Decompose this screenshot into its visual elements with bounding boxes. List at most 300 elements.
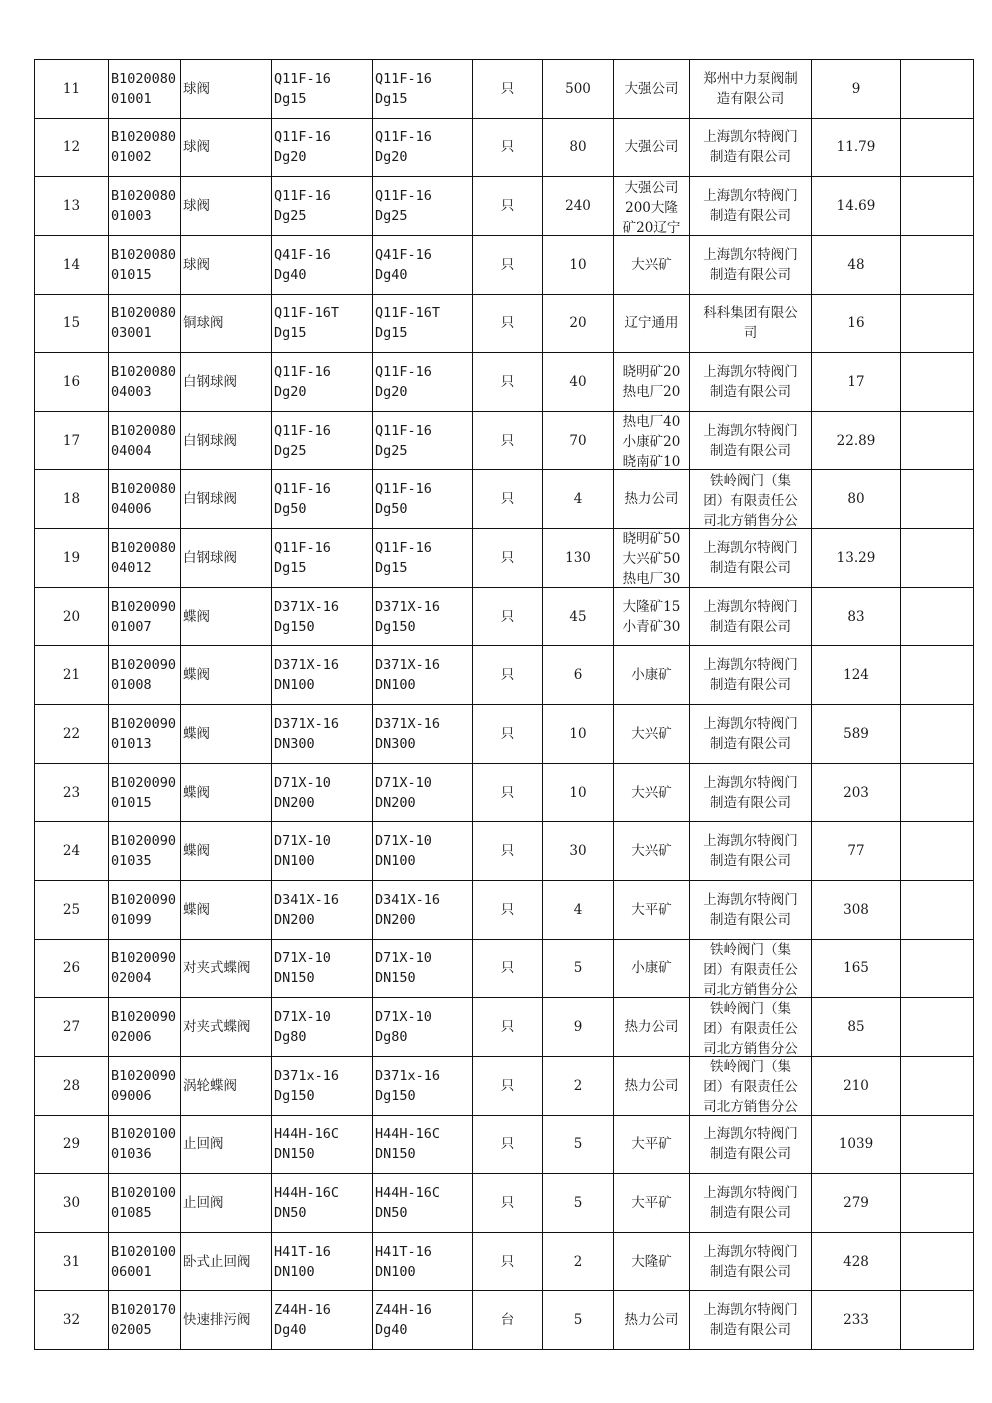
qty-text: 10 [569, 256, 587, 273]
table-row [35, 1056, 974, 1115]
name-text: 止回阀 [183, 1194, 224, 1211]
item-name-cell [181, 353, 272, 412]
table-row [35, 763, 974, 822]
item-name-cell [181, 822, 272, 881]
qty-text: 10 [569, 725, 587, 742]
row-number-cell [35, 880, 109, 939]
unit-price-cell [812, 411, 901, 470]
no-text: 19 [62, 549, 81, 566]
remarks-cell [901, 529, 974, 588]
material-code-cell [109, 998, 181, 1057]
name-text: 蝶阀 [183, 608, 210, 625]
table-row [35, 1115, 974, 1174]
unit-cell [473, 880, 543, 939]
unit-text: 只 [500, 843, 515, 860]
remarks-cell [901, 880, 974, 939]
qty-text: 10 [569, 784, 587, 801]
model-text: H41T-16 DN100 [274, 1243, 331, 1280]
unit-price-cell [812, 1232, 901, 1291]
material-code-cell [109, 822, 181, 881]
unit-cell [473, 411, 543, 470]
model-cell [272, 411, 373, 470]
row-number-cell [35, 1056, 109, 1115]
model-text: D71X-10 DN200 [274, 774, 331, 811]
quantity-cell [543, 880, 614, 939]
table-row [35, 235, 974, 294]
quantity-cell [543, 998, 614, 1057]
unit-cell [473, 939, 543, 998]
unit-cell [473, 705, 543, 764]
unit-cell [473, 646, 543, 705]
spec-cell [373, 118, 473, 177]
spec-cell [373, 1174, 473, 1233]
item-name-cell [181, 235, 272, 294]
unit-price-cell [812, 587, 901, 646]
item-name-cell [181, 60, 272, 119]
material-code-cell [109, 763, 181, 822]
quantity-cell [543, 60, 614, 119]
item-name-cell [181, 1232, 272, 1291]
quantity-cell [543, 646, 614, 705]
name-text: 球阀 [183, 256, 210, 273]
name-text: 对夹式蝶阀 [183, 1019, 251, 1036]
table-row [35, 353, 974, 412]
spec-text: H44H-16C DN150 [375, 1126, 441, 1163]
material-code-cell [109, 939, 181, 998]
row-number-cell [35, 529, 109, 588]
department-cell [614, 587, 690, 646]
name-text: 白钢球阀 [183, 491, 237, 508]
no-text: 22 [62, 725, 81, 742]
spec-text: Q41F-16 Dg40 [375, 246, 432, 283]
no-text: 12 [62, 139, 81, 156]
model-text: D71X-10 Dg80 [274, 1009, 331, 1046]
row-number-cell [35, 939, 109, 998]
price-text: 80 [847, 491, 865, 508]
item-name-cell [181, 646, 272, 705]
department-cell [614, 880, 690, 939]
spec-text: Q11F-16 Dg20 [375, 364, 432, 401]
code-text: B102008001002 [111, 129, 177, 166]
unit-text: 只 [500, 1253, 515, 1270]
spec-text: Q11F-16 Dg25 [375, 422, 432, 459]
spec-cell [373, 939, 473, 998]
code-text: B102008004004 [111, 422, 177, 459]
vendor-text: 上海凯尔特阀门 制造有限公司 [703, 833, 798, 870]
department-cell [614, 294, 690, 353]
unit-text: 只 [500, 608, 515, 625]
row-number-cell [35, 1115, 109, 1174]
spec-text: Q11F-16 Dg15 [375, 539, 432, 576]
row-number-cell [35, 763, 109, 822]
model-cell [272, 177, 373, 236]
vendor-text: 上海凯尔特阀门 制造有限公司 [703, 422, 798, 459]
row-number-cell [35, 705, 109, 764]
material-code-cell [109, 1291, 181, 1350]
department-cell [614, 1056, 690, 1115]
model-text: Q41F-16 Dg40 [274, 246, 331, 283]
unit-text: 只 [500, 549, 515, 566]
unit-price-cell [812, 294, 901, 353]
no-text: 14 [62, 256, 81, 273]
remarks-cell [901, 705, 974, 764]
spec-text: D71X-10 DN200 [375, 774, 432, 811]
material-code-cell [109, 1232, 181, 1291]
item-name-cell [181, 411, 272, 470]
no-text: 25 [62, 901, 81, 918]
table-row [35, 1291, 974, 1350]
price-text: 589 [843, 725, 869, 742]
dept-text: 大兴矿 [631, 843, 672, 860]
unit-price-cell [812, 353, 901, 412]
vendor-text: 铁岭阀门（集 团）有限责任公 司北方销售分公 [703, 941, 798, 997]
spec-text: D71X-10 DN100 [375, 833, 432, 870]
department-cell [614, 235, 690, 294]
unit-price-cell [812, 822, 901, 881]
remarks-cell [901, 235, 974, 294]
spec-cell [373, 177, 473, 236]
vendor-text: 上海凯尔特阀门 制造有限公司 [703, 774, 798, 811]
dept-text: 大兴矿 [631, 725, 672, 742]
model-text: Q11F-16 Dg15 [274, 539, 331, 576]
row-number-cell [35, 646, 109, 705]
spec-text: Q11F-16 Dg25 [375, 188, 432, 225]
qty-text: 9 [573, 1019, 583, 1036]
qty-text: 40 [569, 374, 587, 391]
remarks-cell [901, 1291, 974, 1350]
model-cell [272, 1232, 373, 1291]
model-cell [272, 529, 373, 588]
row-number-cell [35, 235, 109, 294]
item-name-cell [181, 294, 272, 353]
model-text: Q11F-16 Dg20 [274, 129, 331, 166]
model-text: H44H-16C DN150 [274, 1126, 340, 1163]
dept-text: 大强公司 [624, 80, 679, 97]
qty-text: 6 [573, 667, 583, 684]
remarks-cell [901, 411, 974, 470]
vendor-cell [690, 235, 812, 294]
quantity-cell [543, 235, 614, 294]
vendor-cell [690, 763, 812, 822]
row-number-cell [35, 1291, 109, 1350]
department-cell [614, 118, 690, 177]
quantity-cell [543, 177, 614, 236]
department-cell [614, 763, 690, 822]
department-cell [614, 1232, 690, 1291]
unit-price-cell [812, 939, 901, 998]
table-row [35, 1174, 974, 1233]
vendor-text: 上海凯尔特阀门 制造有限公司 [703, 1243, 798, 1280]
name-text: 铜球阀 [183, 315, 224, 332]
department-cell [614, 1115, 690, 1174]
vendor-cell [690, 939, 812, 998]
code-text: B102009001007 [111, 598, 177, 635]
dept-text: 晓明矿20 热电厂20 [622, 364, 681, 401]
code-text: B102010001085 [111, 1184, 177, 1221]
name-text: 对夹式蝶阀 [183, 960, 251, 977]
unit-price-cell [812, 177, 901, 236]
price-text: 48 [847, 256, 865, 273]
no-text: 17 [62, 432, 81, 449]
model-text: Q11F-16 Dg25 [274, 422, 331, 459]
code-text: B102009002006 [111, 1009, 177, 1046]
row-number-cell [35, 60, 109, 119]
unit-price-cell [812, 998, 901, 1057]
qty-text: 5 [573, 960, 583, 977]
vendor-text: 铁岭阀门（集 团）有限责任公 司北方销售分公 [703, 472, 798, 528]
unit-price-cell [812, 529, 901, 588]
qty-text: 5 [573, 1136, 583, 1153]
spec-text: Q11F-16 Dg20 [375, 129, 432, 166]
item-name-cell [181, 1115, 272, 1174]
valve-inventory-table [34, 59, 974, 1350]
price-text: 203 [843, 784, 869, 801]
spec-cell [373, 60, 473, 119]
no-text: 31 [62, 1253, 81, 1270]
name-text: 球阀 [183, 198, 210, 215]
spec-text: H41T-16 DN100 [375, 1243, 432, 1280]
table-row [35, 822, 974, 881]
spec-cell [373, 411, 473, 470]
no-text: 30 [62, 1194, 81, 1211]
dept-text: 晓明矿50 大兴矿50 热电厂30 [622, 531, 681, 587]
unit-cell [473, 763, 543, 822]
vendor-text: 上海凯尔特阀门 制造有限公司 [703, 539, 798, 576]
code-text: B102008001003 [111, 188, 177, 225]
remarks-cell [901, 1115, 974, 1174]
name-text: 涡轮蝶阀 [183, 1077, 237, 1094]
vendor-text: 上海凯尔特阀门 制造有限公司 [703, 364, 798, 401]
code-text: B102009001013 [111, 715, 177, 752]
model-text: Q11F-16 Dg25 [274, 188, 331, 225]
qty-text: 45 [569, 608, 587, 625]
no-text: 13 [62, 198, 81, 215]
code-text: B102008003001 [111, 305, 177, 342]
code-text: B102010006001 [111, 1243, 177, 1280]
dept-text: 小康矿 [631, 667, 672, 684]
model-cell [272, 705, 373, 764]
code-text: B102008001015 [111, 246, 177, 283]
spec-cell [373, 822, 473, 881]
remarks-cell [901, 822, 974, 881]
code-text: B102009002004 [111, 950, 177, 987]
quantity-cell [543, 1115, 614, 1174]
material-code-cell [109, 118, 181, 177]
vendor-cell [690, 470, 812, 529]
spec-cell [373, 1291, 473, 1350]
unit-price-cell [812, 1291, 901, 1350]
unit-text: 只 [500, 960, 515, 977]
spec-text: D71X-10 DN150 [375, 950, 432, 987]
spec-text: Q11F-16T Dg15 [375, 305, 441, 342]
department-cell [614, 705, 690, 764]
item-name-cell [181, 587, 272, 646]
department-cell [614, 411, 690, 470]
material-code-cell [109, 1115, 181, 1174]
vendor-cell [690, 529, 812, 588]
name-text: 快速排污阀 [183, 1312, 251, 1329]
unit-price-cell [812, 646, 901, 705]
model-text: Q11F-16 Dg50 [274, 481, 331, 518]
price-text: 11.79 [836, 139, 876, 156]
no-text: 23 [62, 784, 81, 801]
dept-text: 大兴矿 [631, 784, 672, 801]
code-text: B102017002005 [111, 1302, 177, 1339]
unit-text: 只 [500, 315, 515, 332]
name-text: 白钢球阀 [183, 374, 237, 391]
name-text: 白钢球阀 [183, 549, 237, 566]
model-cell [272, 1174, 373, 1233]
row-number-cell [35, 353, 109, 412]
code-text: B102008004003 [111, 364, 177, 401]
price-text: 428 [843, 1253, 869, 1270]
department-cell [614, 353, 690, 412]
unit-cell [473, 998, 543, 1057]
vendor-text: 铁岭阀门（集 团）有限责任公 司北方销售分公 [703, 1000, 798, 1056]
vendor-text: 上海凯尔特阀门 制造有限公司 [703, 1126, 798, 1163]
no-text: 16 [62, 374, 81, 391]
table-row [35, 118, 974, 177]
vendor-cell [690, 1232, 812, 1291]
department-cell [614, 470, 690, 529]
department-cell [614, 646, 690, 705]
unit-price-cell [812, 1115, 901, 1174]
spec-text: Q11F-16 Dg15 [375, 70, 432, 107]
name-text: 球阀 [183, 139, 210, 156]
table-row [35, 998, 974, 1057]
remarks-cell [901, 1232, 974, 1291]
code-text: B102009001099 [111, 891, 177, 928]
name-text: 卧式止回阀 [183, 1253, 251, 1270]
unit-text: 只 [500, 1194, 515, 1211]
unit-text: 台 [500, 1312, 515, 1329]
model-text: D71X-10 DN150 [274, 950, 331, 987]
price-text: 85 [847, 1019, 865, 1036]
quantity-cell [543, 529, 614, 588]
price-text: 210 [843, 1077, 869, 1094]
name-text: 蝶阀 [183, 725, 210, 742]
no-text: 27 [62, 1019, 81, 1036]
vendor-text: 铁岭阀门（集 团）有限责任公 司北方销售分公 [703, 1059, 798, 1115]
item-name-cell [181, 763, 272, 822]
vendor-cell [690, 646, 812, 705]
table-row [35, 60, 974, 119]
no-text: 24 [62, 843, 81, 860]
qty-text: 5 [573, 1194, 583, 1211]
dept-text: 大平矿 [631, 1194, 672, 1211]
quantity-cell [543, 470, 614, 529]
no-text: 29 [62, 1136, 81, 1153]
material-code-cell [109, 177, 181, 236]
vendor-cell [690, 822, 812, 881]
dept-text: 大隆矿 [631, 1253, 672, 1270]
name-text: 蝶阀 [183, 667, 210, 684]
model-cell [272, 60, 373, 119]
table-row [35, 177, 974, 236]
table-row [35, 529, 974, 588]
row-number-cell [35, 118, 109, 177]
unit-cell [473, 529, 543, 588]
dept-text: 大兴矿 [631, 256, 672, 273]
no-text: 11 [62, 80, 81, 97]
material-code-cell [109, 60, 181, 119]
dept-text: 大平矿 [631, 1136, 672, 1153]
unit-price-cell [812, 60, 901, 119]
name-text: 止回阀 [183, 1136, 224, 1153]
unit-cell [473, 1174, 543, 1233]
unit-price-cell [812, 1174, 901, 1233]
qty-text: 130 [565, 549, 591, 566]
code-text: B102008004012 [111, 539, 177, 576]
department-cell [614, 939, 690, 998]
material-code-cell [109, 1174, 181, 1233]
spec-cell [373, 880, 473, 939]
vendor-cell [690, 177, 812, 236]
qty-text: 70 [569, 432, 587, 449]
unit-text: 只 [500, 374, 515, 391]
material-code-cell [109, 646, 181, 705]
vendor-cell [690, 705, 812, 764]
table-row [35, 294, 974, 353]
no-text: 15 [62, 315, 81, 332]
remarks-cell [901, 939, 974, 998]
price-text: 14.69 [836, 198, 876, 215]
model-text: H44H-16C DN50 [274, 1184, 340, 1221]
unit-cell [473, 177, 543, 236]
code-text: B102009009006 [111, 1067, 177, 1104]
spec-text: D341X-16 DN200 [375, 891, 441, 928]
dept-text: 大隆矿15 小青矿30 [622, 598, 681, 635]
model-text: Q11F-16 Dg15 [274, 70, 331, 107]
material-code-cell [109, 1056, 181, 1115]
model-cell [272, 822, 373, 881]
remarks-cell [901, 60, 974, 119]
model-cell [272, 763, 373, 822]
material-code-cell [109, 411, 181, 470]
row-number-cell [35, 1174, 109, 1233]
remarks-cell [901, 1174, 974, 1233]
table-row [35, 880, 974, 939]
unit-cell [473, 353, 543, 412]
row-number-cell [35, 822, 109, 881]
department-cell [614, 998, 690, 1057]
quantity-cell [543, 763, 614, 822]
price-text: 9 [851, 80, 861, 97]
quantity-cell [543, 1174, 614, 1233]
unit-price-cell [812, 880, 901, 939]
spec-cell [373, 470, 473, 529]
table-row [35, 646, 974, 705]
unit-price-cell [812, 118, 901, 177]
model-cell [272, 1291, 373, 1350]
material-code-cell [109, 880, 181, 939]
unit-cell [473, 822, 543, 881]
no-text: 26 [62, 960, 81, 977]
vendor-text: 上海凯尔特阀门 制造有限公司 [703, 657, 798, 694]
material-code-cell [109, 294, 181, 353]
spec-text: D371X-16 Dg150 [375, 598, 441, 635]
item-name-cell [181, 998, 272, 1057]
unit-text: 只 [500, 139, 515, 156]
item-name-cell [181, 470, 272, 529]
price-text: 124 [843, 667, 869, 684]
table-row [35, 1232, 974, 1291]
price-text: 22.89 [836, 432, 876, 449]
vendor-cell [690, 118, 812, 177]
quantity-cell [543, 294, 614, 353]
spec-text: D371X-16 DN100 [375, 657, 441, 694]
price-text: 77 [847, 843, 865, 860]
